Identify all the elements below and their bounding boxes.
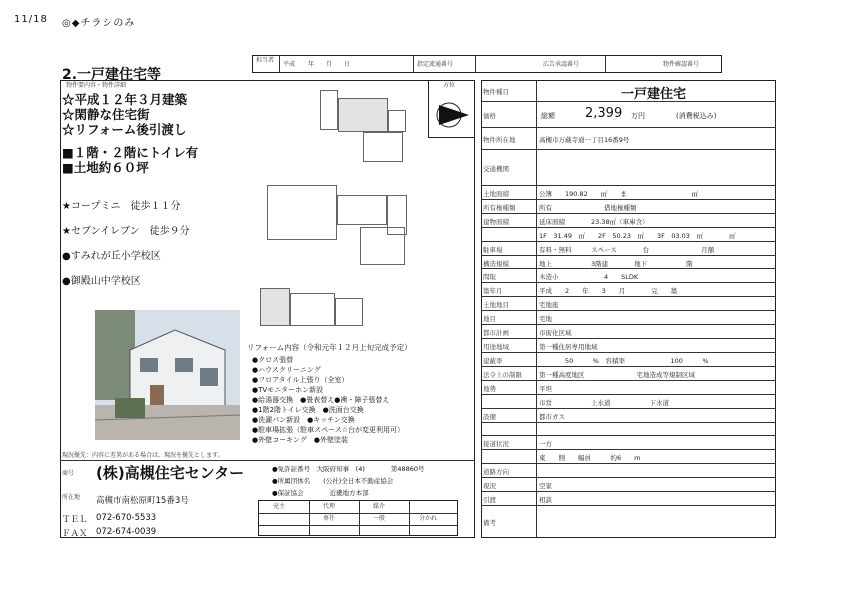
detail-row	[481, 464, 776, 478]
house-photo-icon	[95, 310, 240, 440]
reform-item: ●給湯器交換 ●畳表替え●襖・障子張替え	[252, 396, 390, 404]
top-bar	[252, 55, 722, 73]
license-list	[272, 463, 425, 499]
detail-row-label: 道路方向	[483, 468, 509, 477]
detail-row-value: 平成 2 年 3 月 完 築	[539, 287, 678, 296]
detail-row-value: 市街化区域	[539, 329, 572, 338]
detail-row-value: 高槻市万蔵寺通一丁目16番9号	[539, 136, 630, 144]
feature-quiet: ☆閑静な住宅街	[62, 107, 150, 122]
reform-item: ●洗濯パン新設 ●キッチン交換	[252, 416, 355, 424]
detail-row-label: 土地面積	[483, 189, 509, 198]
compass-arrow-icon	[435, 95, 471, 135]
page-title: 2.一戸建住宅等	[62, 67, 162, 83]
page-date: 11/18	[14, 14, 48, 25]
reform-list	[252, 355, 404, 445]
detail-row	[481, 150, 776, 186]
deal-type-broker: 媒介	[373, 503, 386, 510]
detail-row-label: 構造規模	[483, 259, 509, 268]
detail-row-value: 所有 借地権種類	[539, 203, 637, 212]
detail-row-value: 第一種住居専用地域	[539, 342, 598, 351]
detail-row-value: 空家	[539, 482, 552, 491]
detail-row-label: 交通機関	[483, 165, 509, 173]
detail-row	[481, 128, 776, 150]
detail-row-value: 1F 31.49 ㎡ 2F 50.23 ㎡ 3F 03.03 ㎡ ㎡	[539, 231, 736, 240]
detail-row-value: 有料・無料 スペース 台 月額	[539, 245, 715, 254]
price-row	[481, 102, 776, 128]
detail-row-value: 木造小 4 SLDK	[539, 273, 639, 282]
top-field-date-label: 平成	[283, 61, 296, 68]
company-fax-label: ＦＡＸ	[62, 529, 88, 539]
detail-row	[481, 423, 776, 437]
feature-toilets: ■１階・２階にトイレ有	[62, 145, 199, 160]
property-photo	[95, 310, 240, 440]
detail-row	[481, 325, 776, 339]
reform-item: ●1階2階トイレ交換 ●洗面台交換	[252, 406, 364, 414]
reform-title: リフォーム内容（令和元年１２月上旬完成予定）	[247, 343, 412, 352]
deal-type-general: 一般	[373, 515, 386, 522]
deal-type-exclusive: 専任	[323, 515, 336, 522]
detail-row-label: 設備	[483, 412, 496, 421]
floor-plan-2f	[258, 288, 368, 328]
feature-junior-high: ●御殿山中学校区	[62, 276, 141, 287]
detail-row	[481, 256, 776, 270]
company-fax: 072-674-0039	[96, 527, 157, 537]
detail-row	[481, 395, 776, 409]
detail-row-value: 東 側 幅員 約6 m	[539, 454, 641, 463]
feature-list-bold	[62, 92, 198, 175]
detail-row-value: 第一種高度地区 宅地造成等規制区域	[539, 370, 695, 379]
reform-item: ●ハウスクリーニング	[252, 366, 321, 374]
detail-row	[481, 339, 776, 353]
detail-row-value: 50 % 容積率 100 %	[539, 356, 709, 365]
company-tel: 072-670-5533	[96, 513, 157, 523]
top-field-3-label: 広告承認番号	[543, 61, 580, 68]
deal-type-seller: 売主	[273, 503, 286, 510]
detail-row	[481, 450, 776, 464]
price-tax: (消費税込み)	[676, 112, 717, 120]
reform-item: ●TVモニターホン新設	[252, 386, 324, 394]
detail-row-value: 宅地	[539, 315, 552, 324]
price-value: 2,399	[585, 106, 623, 121]
detail-row-label: 用途地域	[483, 342, 509, 351]
detail-row-label: 物件所在地	[483, 136, 516, 144]
detail-row	[481, 283, 776, 297]
price-prefix: 総額	[541, 112, 555, 120]
top-field-4-label: 物件確認番号	[663, 61, 700, 68]
detail-row-value: 市営 上水道 下水道	[539, 398, 669, 407]
type-label: 物件種目	[483, 88, 509, 96]
top-field-date-value: 年 月 日	[308, 61, 351, 68]
detail-row	[481, 353, 776, 367]
detail-row	[481, 492, 776, 506]
compass-box	[428, 80, 475, 138]
detail-row-value: 宅地座	[539, 301, 559, 310]
detail-row-value: 地上 3階建 地下 階	[539, 259, 693, 268]
feature-built: ☆平成１２年３月建築	[62, 92, 188, 107]
detail-row-label: 地目	[483, 315, 496, 324]
detail-row-label: 土地地目	[483, 301, 509, 310]
detail-row-label: 駐車場	[483, 245, 503, 254]
license-number: ●免許証番号 大阪府知事 (4) 第48860号	[272, 465, 425, 473]
type-row	[481, 80, 776, 102]
detail-row	[481, 478, 776, 492]
price-unit: 万円	[631, 112, 645, 120]
company-name: (株)高槻住宅センター	[96, 464, 245, 482]
detail-row-label: 引渡	[483, 496, 496, 505]
price-label: 価格	[483, 112, 496, 120]
detail-row-label: 地勢	[483, 384, 496, 393]
detail-row-label: 都市計画	[483, 329, 509, 338]
top-field-2-label: 指定流通番号	[417, 61, 454, 68]
company-tel-label: ＴＥＬ	[62, 515, 88, 525]
detail-row	[481, 506, 776, 538]
detail-row-label: 築年月	[483, 287, 503, 296]
section-label: 物件要内容・物件詳細	[66, 82, 127, 89]
feature-land: ■土地約６０坪	[62, 160, 149, 175]
detail-row	[481, 381, 776, 395]
detail-row	[481, 228, 776, 242]
floor-plan-3f	[318, 90, 413, 165]
detail-row	[481, 436, 776, 450]
detail-row-value: 一方	[539, 440, 552, 449]
detail-row	[481, 297, 776, 311]
photo-note: 現況優先：内容に差異がある場合は、現況を優先とします。	[62, 452, 224, 459]
type-value: 一戸建住宅	[621, 87, 687, 102]
detail-row-label: 建蔽率	[483, 356, 503, 365]
detail-row-value: 平坦	[539, 384, 552, 393]
reform-item: ●クロス張替	[252, 356, 294, 364]
compass-label: 方位	[443, 82, 456, 89]
feature-reform: ☆リフォーム後引渡し	[62, 122, 187, 137]
company-address: 高槻市南松原町15番3号	[96, 496, 189, 506]
detail-row	[481, 186, 776, 200]
detail-row	[481, 409, 776, 423]
detail-row	[481, 311, 776, 325]
detail-row-label: 所有権種類	[483, 203, 516, 212]
detail-row-label: 備考	[483, 519, 496, 527]
feature-elementary: ●すみれが丘小学校区	[62, 251, 161, 262]
deal-type-split: 分かれ	[419, 515, 438, 522]
corner-label: 担当者	[256, 57, 275, 64]
company-name-label: 商号	[62, 470, 75, 477]
page-note: ◎◆チラシのみ	[62, 18, 136, 29]
license-association: ●所属団体名 (公社)全日本不動産協会	[272, 477, 394, 485]
detail-row	[481, 214, 776, 228]
detail-row	[481, 200, 776, 214]
detail-row-label: 法令上の制限	[483, 370, 522, 379]
detail-row-label: 現況	[483, 482, 496, 491]
detail-row-label: 建物面積	[483, 217, 509, 226]
detail-row	[481, 269, 776, 283]
detail-row-value: 公簿 190.82 ㎡ ま ㎡	[539, 189, 699, 198]
detail-row-label: 間取	[483, 273, 496, 282]
detail-row	[481, 367, 776, 381]
feature-seven: ★セブンイレブン 徒歩９分	[62, 226, 190, 237]
detail-row-value: 延床面積 23.38㎡（車庫含）	[539, 217, 649, 226]
deal-type-box	[258, 500, 458, 536]
deal-type-agent: 代理	[323, 503, 336, 510]
reform-item: ●外壁コーキング ●外壁塗装	[252, 436, 349, 444]
company-address-label: 所在地	[62, 494, 81, 501]
detail-row	[481, 242, 776, 256]
license-guarantee: ●保証協会 近畿地方本部	[272, 489, 369, 497]
reform-item: ●駐車場拡張（駐車スペース☆台が変更利用可）	[252, 426, 405, 434]
detail-row-label: 接道状況	[483, 440, 509, 449]
feature-coop: ★コープミニ 徒歩１１分	[62, 201, 181, 212]
detail-row-value: 相談	[539, 496, 552, 505]
floor-plan-1f	[265, 185, 415, 270]
reform-item: ●フロアタイル上張り（全室）	[252, 376, 349, 384]
detail-row-value: 都市ガス	[539, 412, 565, 421]
